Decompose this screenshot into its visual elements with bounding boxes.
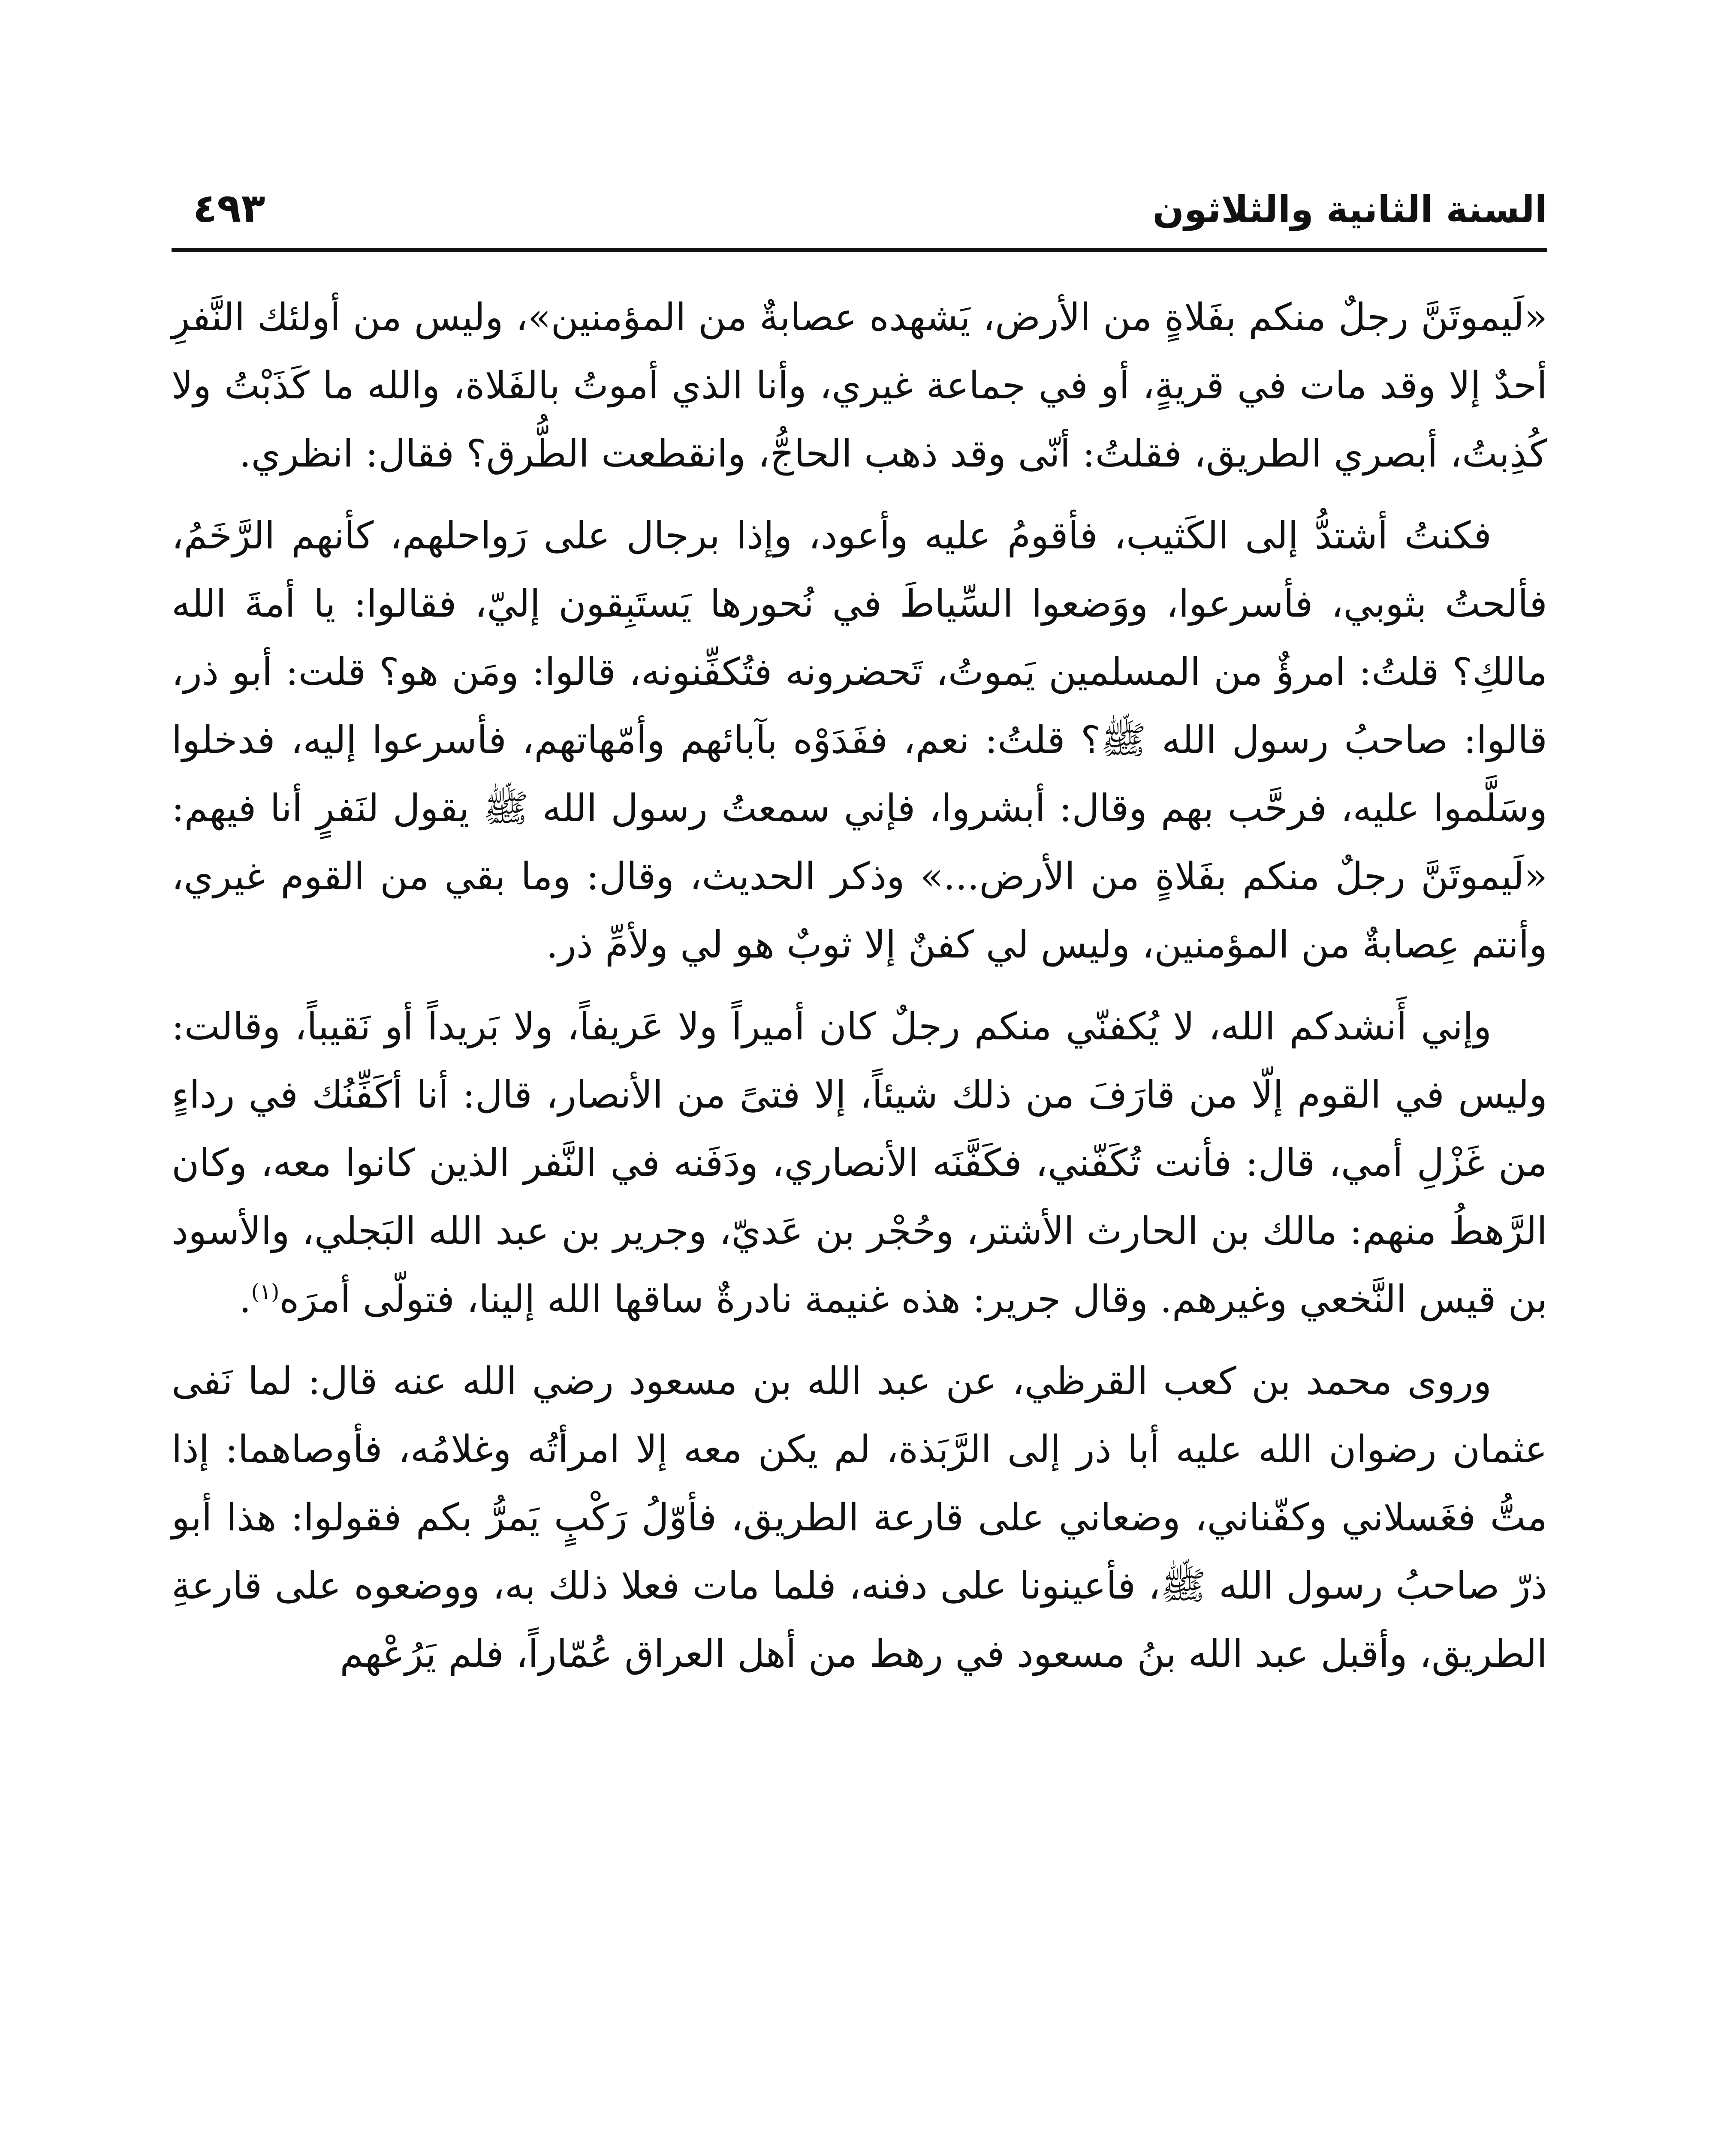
body-text [172, 283, 1547, 1688]
running-title: السنة الثانية والثلاثون [1152, 188, 1547, 231]
page-header [172, 172, 1547, 236]
paragraph-3 [172, 992, 1547, 1333]
page-number: ٤٩٣ [193, 185, 265, 231]
footnote-reference: (١) [251, 1279, 280, 1304]
paragraph-3-tail: . [239, 1277, 251, 1321]
paragraph-4: وروى محمد بن كعب القرظي، عن عبد الله بن مسعود رضي الله عنه قال: لما نَفى عثمان رضوان الله عليه أبا ذر إلى الرَّبَذة، لم يكن معه إلا امرأتُه وغلامُه، فأوصاهما: إذا متُّ فغَسلاني وكفّناني، وضعاني على قارعة الطريق، فأوّلُ رَكْبٍ يَمرُّ بكم فقولوا: هذا أبو ذرّ صاحبُ رسول الله ﷺ، فأعينونا على دفنه، فلما مات فعلا ذلك به، ووضعوه على قارعةِ الطريق، وأقبل عبد الله بنُ مسعود في رهط من أهل العراق عُمّاراً، فلم يَرُعْهم [172, 1359, 1548, 1676]
header-rule [172, 248, 1547, 252]
paragraph-3-text: وإني أَنشدكم الله، لا يُكفنّي منكم رجلٌ كان أميراً ولا عَريفاً، ولا بَريداً أو نَقيباً، وقالت: وليس في القوم إلّا من قارَفَ من ذلك شيئاً، إلا فتىً من الأنصار، قال: أنا أكَفِّنُك في رداءٍ من غَزْلِ أمي، قال: فأنت تُكَفّني، فكَفَّنَه الأنصاري، ودَفَنه في النَّفر الذين كانوا معه، وكان الرَّهطُ منهم: مالك بن الحارث الأشتر، وحُجْر بن عَديّ، وجرير بن عبد الله البَجلي، والأسود بن قيس النَّخعي وغيرهم. وقال جرير: هذه غنيمة نادرةٌ ساقها الله إلينا، فتولّى أمرَه [172, 1004, 1547, 1321]
paragraph-2: فكنتُ أشتدُّ إلى الكَثيب، فأقومُ عليه وأعود، وإذا برجال على رَواحلهم، كأنهم الرَّخَمُ، فألحتُ بثوبي، فأسرعوا، ووَضعوا السِّياطَ في نُحورها يَستَبِقون إليّ، فقالوا: يا أمةَ الله مالكِ؟ قلتُ: امرؤٌ من المسلمين يَموتُ، تَحضرونه فتُكفِّنونه، قالوا: ومَن هو؟ قلت: أبو ذر، قالوا: صاحبُ رسول الله ﷺ؟ قلتُ: نعم، ففَدَوْه بآبائهم وأمّهاتهم، فأسرعوا إليه، فدخلوا وسَلَّموا عليه، فرحَّب بهم وقال: أبشروا، فإني سمعتُ رسول الله ﷺ يقول لنَفرٍ أنا فيهم: «لَيموتَنَّ رجلٌ منكم بفَلاةٍ من الأرض...» وذكر الحديث، وقال: وما بقي من القوم غيري، وأنتم عِصابةٌ من المؤمنين، وليس لي كفنٌ إلا ثوبٌ هو لي ولأمِّ ذر. [172, 513, 1548, 967]
paragraph-1: «لَيموتَنَّ رجلٌ منكم بفَلاةٍ من الأرض، يَشهده عصابةٌ من المؤمنين»، وليس من أولئك النَّفرِ أحدٌ إلا وقد مات في قريةٍ، أو في جماعة غيري، وأنا الذي أموتُ بالفَلاة، والله ما كَذَبْتُ ولا كُذِبتُ، أبصري الطريق، فقلتُ: أنّى وقد ذهب الحاجُّ، وانقطعت الطُّرق؟ فقال: انظري. [172, 295, 1547, 476]
